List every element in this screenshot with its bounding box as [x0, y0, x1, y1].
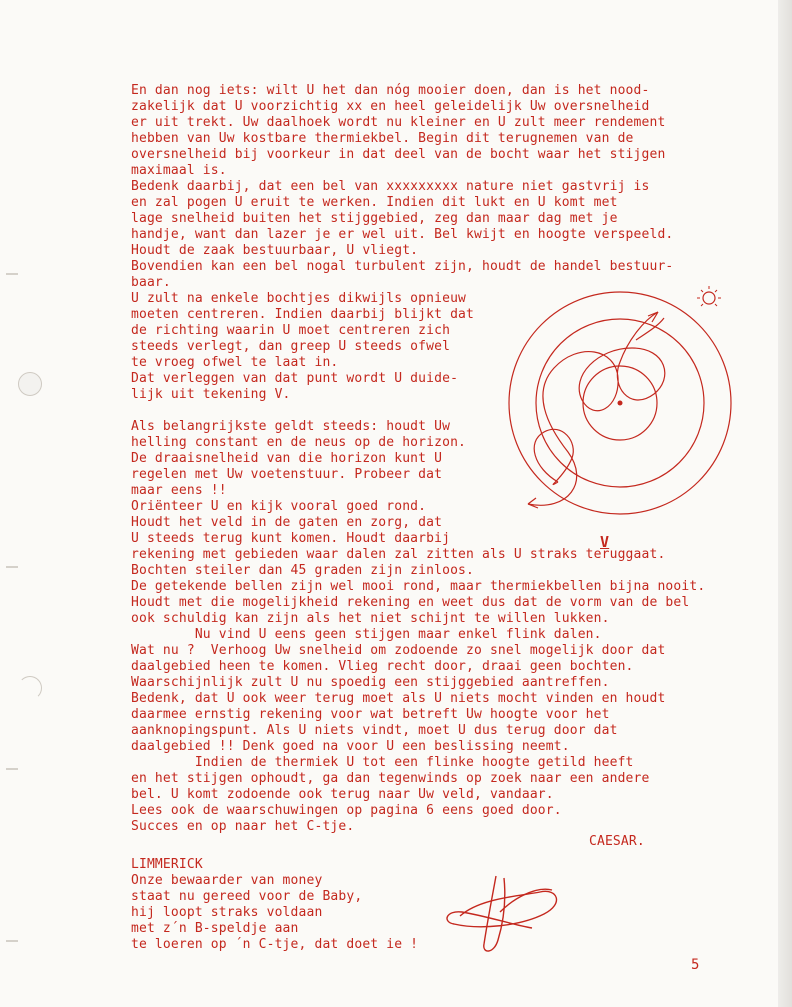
text-line: Als belangrijkste geldt steeds: houdt Uw	[131, 419, 451, 434]
text-line: maar eens !!	[131, 483, 227, 498]
center-dot	[618, 401, 623, 406]
text-line: en het stijgen ophoudt, ga dan tegenwinds op zoek naar een andere	[131, 771, 650, 786]
text-line: en zal pogen U eruit te werken. Indien dit lukt en U komt met	[131, 195, 618, 210]
text-line: rekening met gebieden waar dalen zal zitten als U straks teruggaat.	[131, 547, 666, 562]
text-line: De getekende bellen zijn wel mooi rond, maar thermiekbellen bijna nooit.	[131, 579, 706, 594]
text-line: bel. U komt zodoende ook terug naar Uw veld, vandaar.	[131, 787, 554, 802]
margin-mark	[6, 566, 18, 568]
text-line: Oriënteer U en kijk vooral goed rond.	[131, 499, 427, 514]
text-line: handje, want dan lazer je er wel uit. Bel kwijt en hoogte verspeeld.	[131, 227, 674, 242]
text-line: steeds verlegt, dan greep U steeds ofwel	[131, 339, 451, 354]
text-line: moeten centreren. Indien daarbij blijkt dat	[131, 307, 474, 322]
text-line: daalgebied !! Denk goed na voor U een beslissing neemt.	[131, 739, 570, 754]
text-line: te vroeg ofwel te laat in.	[131, 355, 339, 370]
text-line: Lees ook de waarschuwingen op pagina 6 eens goed door.	[131, 803, 562, 818]
flight-path-loop	[534, 429, 573, 484]
text-line: lage snelheid buiten het stijggebied, zeg dan maar dag met je	[131, 211, 618, 226]
text-line: Indien de thermiek U tot een flinke hoogte getild heeft	[131, 755, 634, 770]
figure-label: V	[600, 533, 610, 551]
text-line: er uit trekt. Uw daalhoek wordt nu kleiner en U zult meer rendement	[131, 115, 666, 130]
margin-mark	[6, 768, 18, 770]
text-line: daalgebied heen te komen. Vlieg recht door, draai geen bochten.	[131, 659, 634, 674]
text-line: U steeds terug kunt komen. Houdt daarbij	[131, 531, 451, 546]
text-line: zakelijk dat U voorzichtig xx en heel geleidelijk Uw oversnelheid	[131, 99, 650, 114]
text-line: En dan nog iets: wilt U het dan nóg mooier doen, dan is het nood-	[131, 83, 650, 98]
punch-hole	[18, 372, 42, 396]
text-line: aanknopingspunt. Als U niets vindt, moet U dus terug door dat	[131, 723, 618, 738]
margin-mark	[6, 273, 18, 275]
text-line: De draaisnelheid van die horizon kunt U	[131, 451, 443, 466]
text-line: helling constant en de neus op de horizon.	[131, 435, 467, 450]
text-line: Bedenk daarbij, dat een bel van xxxxxxxxx nature niet gastvrij is	[131, 179, 650, 194]
limerick-line: Onze bewaarder van money	[131, 873, 323, 888]
limerick-line: staat nu gereed voor de Baby,	[131, 889, 363, 904]
text-line: Houdt het veld in de gaten en zorg, dat	[131, 515, 443, 530]
text-line: oversnelheid bij voorkeur in dat deel van de bocht waar het stijgen	[131, 147, 666, 162]
text-line: hebben van Uw kostbare thermiekbel. Begin dit terugnemen van de	[131, 131, 634, 146]
text-line: Waarschijnlijk zult U nu spoedig een stijggebied aantreffen.	[131, 675, 610, 690]
text-line: Succes en op naar het C-tje.	[131, 819, 355, 834]
limerick-line: met z´n B-speldje aan	[131, 921, 299, 936]
text-line: Houdt met die mogelijkheid rekening en weet dus dat de vorm van de bel	[131, 595, 690, 610]
signature-flourish	[440, 868, 570, 958]
text-line: baar.	[131, 275, 171, 290]
text-line: Nu vind U eens geen stijgen maar enkel flink dalen.	[131, 627, 602, 642]
text-line: Bovendien kan een bel nogal turbulent zijn, houdt de handel bestuur-	[131, 259, 674, 274]
text-line: Bochten steiler dan 45 graden zijn zinloos.	[131, 563, 474, 578]
text-line: Houdt de zaak bestuurbaar, U vliegt.	[131, 243, 419, 258]
signature: CAESAR.	[589, 834, 645, 849]
text-line: Dat verleggen van dat punt wordt U duide-	[131, 371, 459, 386]
text-line: U zult na enkele bochtjes dikwijls opnieuw	[131, 291, 467, 306]
limerick-line: te loeren op ´n C-tje, dat doet ie !	[131, 937, 419, 952]
page-number: 5	[691, 957, 700, 973]
sun-icon	[703, 292, 715, 304]
limerick-line: hij loopt straks voldaan	[131, 905, 323, 920]
text-line: regelen met Uw voetenstuur. Probeer dat	[131, 467, 443, 482]
text-line: daarmee ernstig rekening voor wat betreft Uw hoogte voor het	[131, 707, 610, 722]
text-line: lijk uit tekening V.	[131, 387, 291, 402]
text-line: Bedenk, dat U ook weer terug moet als U niets mocht vinden en houdt	[131, 691, 666, 706]
text-line: Wat nu ? Verhoog Uw snelheid om zodoende zo snel mogelijk door dat	[131, 643, 666, 658]
flight-path	[528, 312, 665, 505]
text-line: maximaal is.	[131, 163, 227, 178]
limerick-title: LIMMERICK	[131, 857, 203, 872]
arrow-head-entry	[528, 498, 538, 508]
text-line: de richting waarin U moet centreren zich	[131, 323, 451, 338]
arrow-head	[648, 312, 658, 322]
text-line: ook schuldig kan zijn als het niet schijnt te willen lukken.	[131, 611, 610, 626]
punch-hole	[18, 676, 42, 700]
limerick	[131, 857, 418, 953]
margin-mark	[6, 940, 18, 942]
thermal-diagram	[498, 282, 738, 542]
page-edge	[778, 0, 792, 1007]
